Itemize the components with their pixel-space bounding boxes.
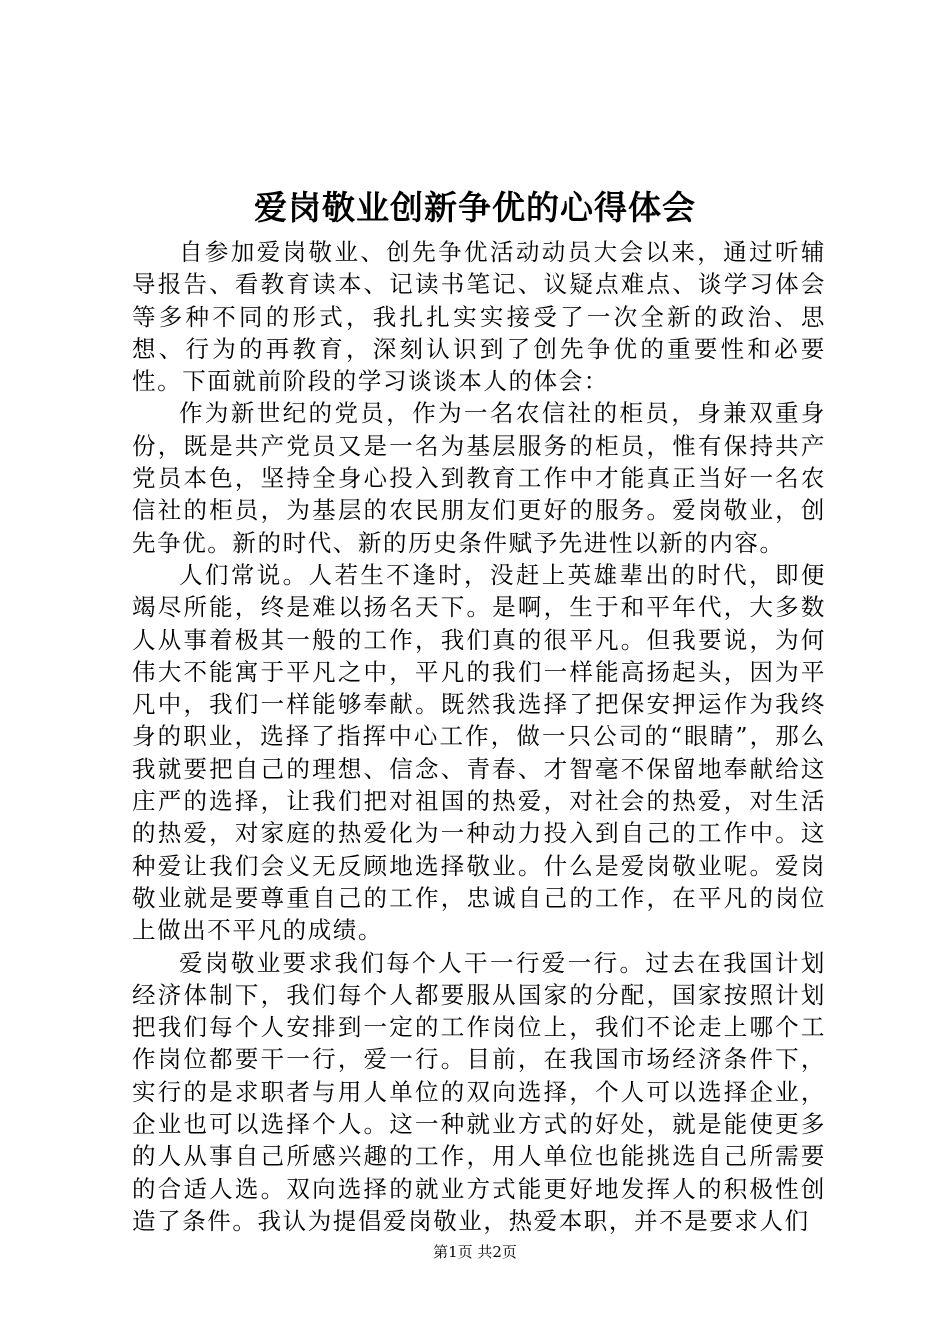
page-footer: 第1页 共2页 xyxy=(433,1243,517,1261)
paragraph: 作为新世纪的党员，作为一名农信社的柜员，身兼双重身份，既是共产党员又是一名为基层服务的柜员，惟有保持共产党员本色，坚持全身心投入到教育工作中才能真正当好一名农信社的柜员，为基层的农民朋友们更好的服务。爱岗敬业，创先争优。新的时代、新的历史条件赋予先进性以新的内容。 xyxy=(132,399,826,557)
paragraph: 爱岗敬业要求我们每个人干一行爱一行。过去在我国计划经济体制下，我们每个人都要服从国家的分配，国家按照计划把我们每个人安排到一定的工作岗位上，我们不论走上哪个工作岗位都要干一行，爱一行。目前，在我国市场经济条件下，实行的是求职者与用人单位的双向选择，个人可以选择企业，企业也可以选择个人。这一种就业方式的好处，就是能使更多的人从事自己所感兴趣的工作，用人单位也能挑选自己所需要的合适人选。双向选择的就业方式能更好地发挥人的积极性创造了条件。我认为提倡爱岗敬业，热爱本职，并不是要求人们 xyxy=(132,948,826,1235)
document-title: 爱岗敬业创新争优的心得体会 xyxy=(254,188,696,227)
paragraph: 自参加爱岗敬业、创先争优活动动员大会以来，通过听辅导报告、看教育读本、记读书笔记、议疑点难点、谈学习体会等多种不同的形式，我扎扎实实接受了一次全新的政治、思想、行为的再教育，深刻认识到了创先争优的重要性和必要性。下面就前阶段的学习谈谈本人的体会： xyxy=(132,238,826,396)
document-body xyxy=(132,236,826,1237)
paragraph: 人们常说。人若生不逢时，没赶上英雄辈出的时代，即便竭尽所能，终是难以扬名天下。是啊，生于和平年代，大多数人从事着极其一般的工作，我们真的很平凡。但我要说，为何伟大不能寓于平凡之中，平凡的我们一样能高扬起头，因为平凡中，我们一样能够奉献。既然我选择了把保安押运作为我终身的职业，选择了指挥中心工作，做一只公司的“眼睛”，那么我就要把自己的理想、信念、青春、才智毫不保留地奉献给这庄严的选择，让我们把对祖国的热爱，对社会的热爱，对生活的热爱，对家庭的热爱化为一种动力投入到自己的工作中。这种爱让我们会义无反顾地选择敬业。什么是爱岗敬业呢。爱岗敬业就是要尊重自己的工作，忠诚自己的工作，在平凡的岗位上做出不平凡的成绩。 xyxy=(132,560,826,945)
